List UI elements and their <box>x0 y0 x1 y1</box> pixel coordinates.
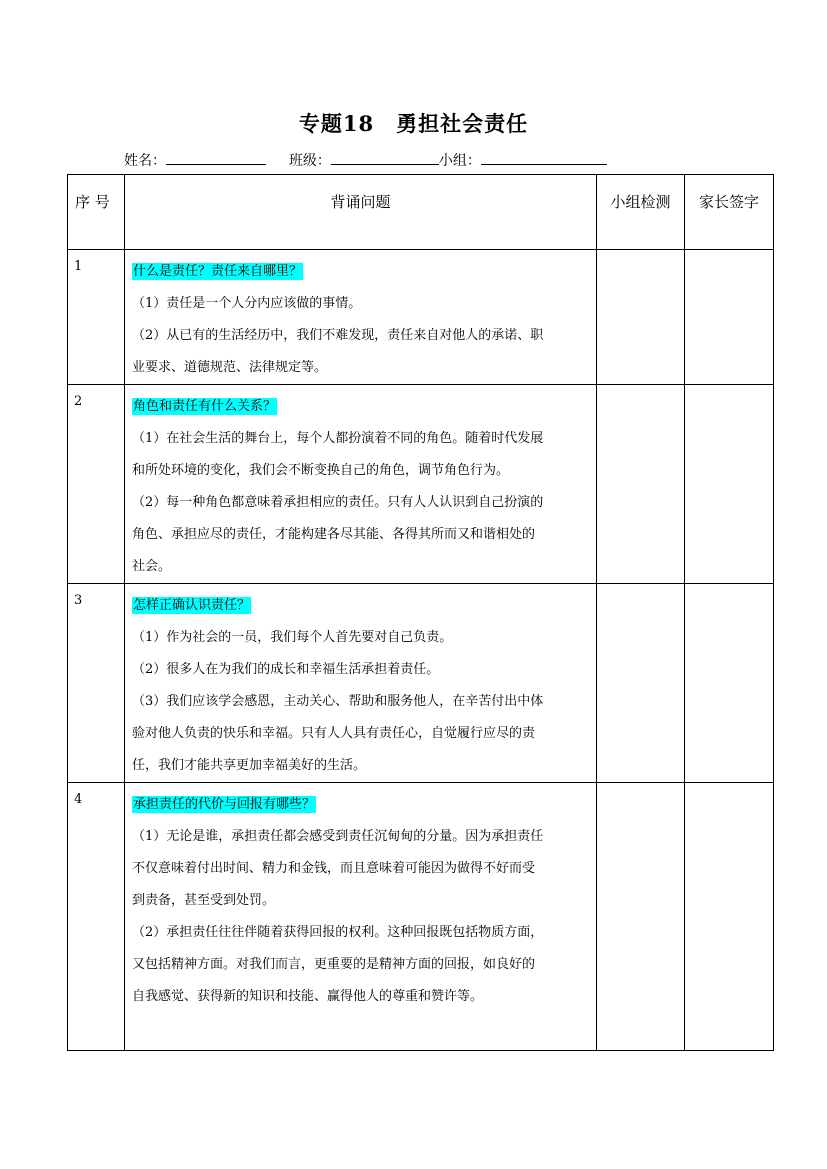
row-number: 2 <box>68 385 125 584</box>
question-highlight: 承担责任的代价与回报有哪些？ <box>133 797 316 812</box>
group-check-cell[interactable] <box>597 584 685 783</box>
group-label: 小组： <box>438 153 481 169</box>
answer-line: （2）承担责任往往伴随着获得回报的权利。这种回报既包括物质方面， <box>132 925 544 940</box>
question-highlight: 什么是责任？责任来自哪里？ <box>133 264 303 279</box>
row-content <box>125 385 597 584</box>
row-content <box>125 250 597 385</box>
row-content <box>125 783 597 1051</box>
page-title: 专题18 勇担社会责任 <box>298 111 529 136</box>
answer-line: （1）在社会生活的舞台上，每个人都扮演着不同的角色。随着时代发展 <box>132 431 544 446</box>
row-number: 3 <box>68 584 125 783</box>
answer-line: 角色、承担应尽的责任，才能构建各尽其能、各得其所而又和谐相处的 <box>132 527 536 542</box>
answer-line: 自我感觉、获得新的知识和技能、赢得他人的尊重和赞许等。 <box>132 989 484 1004</box>
answer-line: 又包括精神方面。对我们而言，更重要的是精神方面的回报，如良好的 <box>132 957 536 972</box>
group-blank[interactable] <box>481 150 607 165</box>
table-row <box>68 250 774 385</box>
class-label: 班级： <box>288 153 331 169</box>
row-number: 4 <box>68 783 125 1051</box>
answer-line: 任，我们才能共享更加幸福美好的生活。 <box>132 758 367 773</box>
name-blank[interactable] <box>166 150 266 165</box>
group-check-cell[interactable] <box>597 385 685 584</box>
answer-line: 业要求、道德规范、法律规定等。 <box>132 360 328 375</box>
table-header-row <box>68 175 774 250</box>
parent-signature-cell[interactable] <box>685 584 774 783</box>
question-highlight: 角色和责任有什么关系？ <box>133 399 277 414</box>
table-row <box>68 385 774 584</box>
table-row <box>68 783 774 1051</box>
group-check-cell[interactable] <box>597 783 685 1051</box>
recitation-table <box>67 174 774 1051</box>
answer-line: （3）我们应该学会感恩，主动关心、帮助和服务他人，在辛苦付出中体 <box>132 694 544 709</box>
answer-line: （2）每一种角色都意味着承担相应的责任。只有人人认识到自己扮演的 <box>132 495 544 510</box>
header-number: 序 号 <box>68 175 125 250</box>
answer-line: 到责备，甚至受到处罚。 <box>132 893 276 908</box>
class-blank[interactable] <box>331 150 439 165</box>
parent-signature-cell[interactable] <box>685 385 774 584</box>
answer-line: 社会。 <box>132 559 172 574</box>
table-row <box>68 584 774 783</box>
name-label: 姓名： <box>124 153 166 169</box>
student-info-line <box>124 150 607 170</box>
answer-line: （1）无论是谁，承担责任都会感受到责任沉甸甸的分量。因为承担责任 <box>132 829 544 844</box>
answer-line: （2）从已有的生活经历中，我们不难发现，责任来自对他人的承诺、职 <box>132 328 544 343</box>
question-highlight: 怎样正确认识责任？ <box>133 598 251 613</box>
header-group-check: 小组检测 <box>597 175 685 250</box>
parent-signature-cell[interactable] <box>685 783 774 1051</box>
group-check-cell[interactable] <box>597 250 685 385</box>
answer-line: （2）很多人在为我们的成长和幸福生活承担着责任。 <box>132 662 440 677</box>
header-question: 背诵问题 <box>125 175 597 250</box>
row-content <box>125 584 597 783</box>
row-number: 1 <box>68 250 125 385</box>
parent-signature-cell[interactable] <box>685 250 774 385</box>
answer-line: （1）作为社会的一员，我们每个人首先要对自己负责。 <box>132 630 453 645</box>
header-parent-signature: 家长签字 <box>685 175 774 250</box>
answer-line: 和所处环境的变化，我们会不断变换自己的角色，调节角色行为。 <box>132 463 510 478</box>
answer-line: 验对他人负责的快乐和幸福。只有人人具有责任心，自觉履行应尽的责 <box>132 726 536 741</box>
answer-line: 不仅意味着付出时间、精力和金钱，而且意味着可能因为做得不好而受 <box>132 861 536 876</box>
answer-line: （1）责任是一个人分内应该做的事情。 <box>132 296 362 311</box>
